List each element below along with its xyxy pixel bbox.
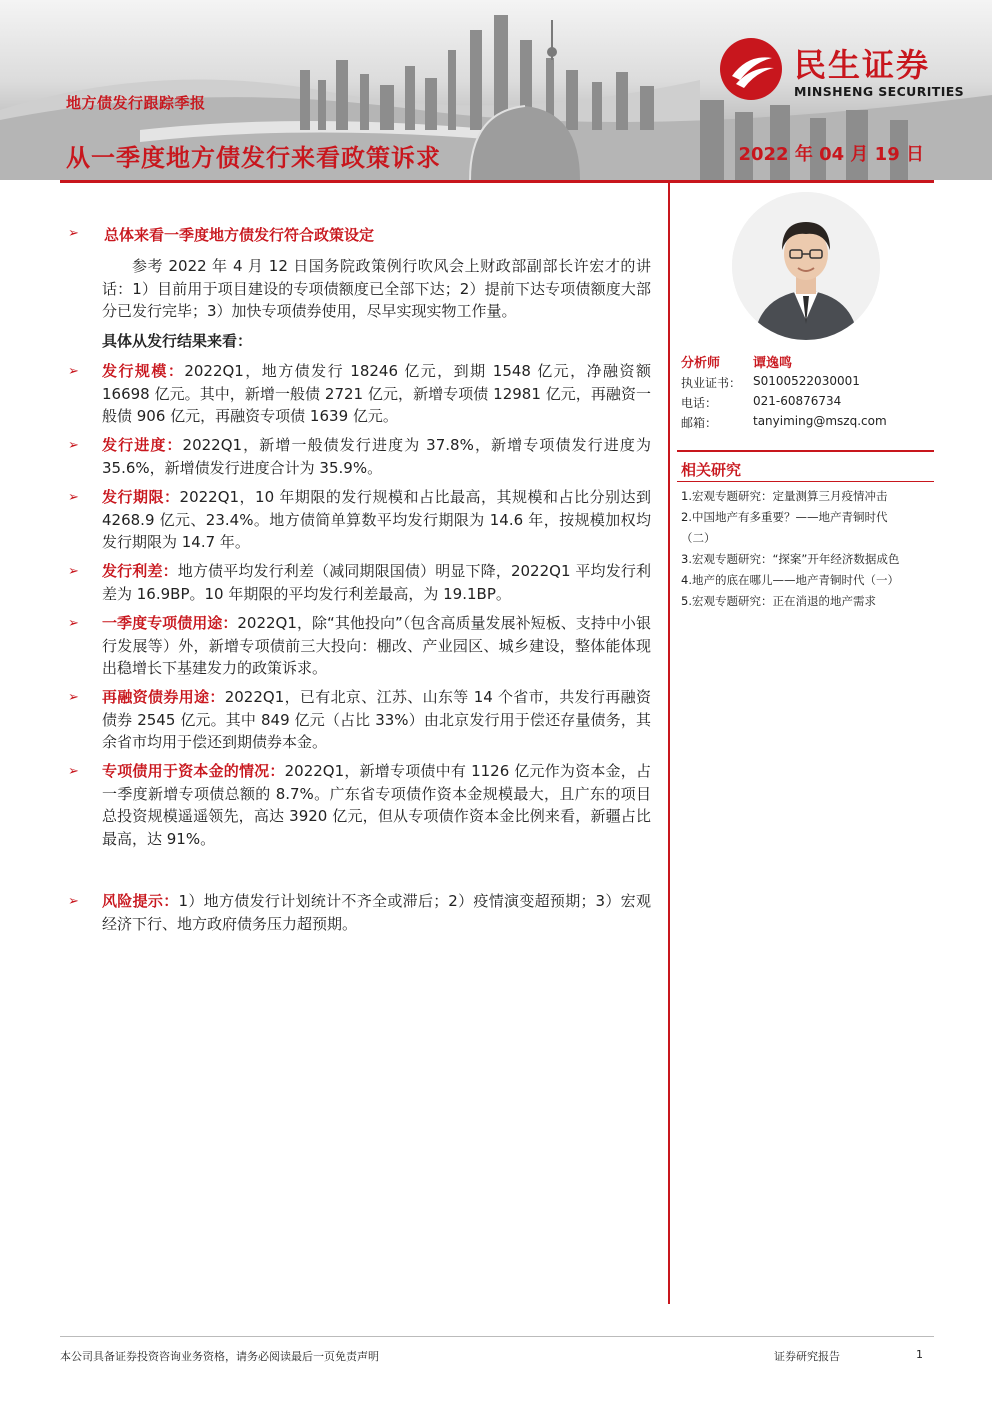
cert-value: S0100522030001 — [753, 374, 860, 388]
item-text: 2022Q1，新增专项债中有 1126 亿元作为资本金，占一季度新增专项债总额的 8.7%。广东省专项债作资本金规模最大，且广东的项目总投资规模遥遥领先，高达 3920 亿元，但从专项债作资本金比例来看，新疆占比最高，达 91%。 — [102, 762, 651, 848]
item-lead: 再融资债券用途： — [102, 688, 225, 706]
item-lead: 发行规模： — [102, 362, 185, 380]
related-research-list — [681, 486, 936, 612]
item-lead: 发行利差： — [102, 562, 178, 580]
email-link[interactable]: tanyiming@mszq.com — [753, 414, 887, 428]
report-date: 2022 年 04 月 19 日 — [738, 144, 924, 165]
email-label: 邮箱： — [681, 416, 718, 430]
risk-lead: 风险提示： — [102, 892, 179, 910]
phone-value: 021-60876734 — [753, 394, 842, 408]
report-type: 地方债发行跟踪季报 — [66, 94, 206, 112]
related-item[interactable]: 4.地产的底在哪儿——地产青铜时代（一） — [681, 573, 899, 587]
related-item[interactable]: （二） — [681, 531, 716, 545]
item-lead: 专项债用于资本金的情况： — [102, 762, 285, 780]
related-item[interactable]: 1.宏观专题研究：定量测算三月疫情冲击 — [681, 489, 888, 503]
summary-heading: 总体来看一季度地方债发行符合政策设定 — [104, 226, 375, 244]
cert-label: 执业证书： — [681, 376, 742, 390]
related-research-title: 相关研究 — [681, 461, 742, 479]
header-divider — [60, 180, 934, 183]
analyst-label: 分析师 — [681, 356, 721, 371]
related-item[interactable]: 2.中国地产有多重要？——地产青铜时代 — [681, 510, 888, 524]
item-text: 2022Q1，已有北京、江苏、山东等 14 个省市，共发行再融资债券 2545 亿元。其中 849 亿元（占比 33%）由北京发行用于偿还存量债务，其余省市均用于偿还到期债券本金。 — [102, 688, 651, 751]
item-text: 2022Q1，新增一般债发行进度为 37.8%，新增专项债发行进度为 35.6%，新增债发行进度合计为 35.9%。 — [102, 436, 651, 477]
item-text: 地方债平均发行利差（减同期限国债）明显下降，2022Q1 平均发行利差为 16.9BP。10 年期限的平均发行利差最高，为 19.1BP。 — [102, 562, 651, 603]
bullet-icon: ➢ — [68, 616, 79, 631]
results-subheading: 具体从发行结果来看： — [102, 332, 253, 350]
item-issuance-scale — [102, 360, 651, 428]
footer-divider — [60, 1336, 934, 1337]
item-lead: 一季度专项债用途： — [102, 614, 238, 632]
item-issuance-term — [102, 486, 651, 554]
item-text: 2022Q1，除“其他投向”（包含高质量发展补短板、支持中小银行发展等）外，新增专项债前三大投向：棚改、产业园区、城乡建设，整体能体现出稳增长下基建发力的政策诉求。 — [102, 614, 651, 677]
bullet-icon: ➢ — [68, 226, 79, 241]
logo-text-en: MINSHENG SECURITIES — [794, 84, 965, 99]
phone-label: 电话： — [681, 396, 718, 410]
bullet-icon: ➢ — [68, 490, 79, 505]
analyst-name: 谭逸鸣 — [753, 356, 793, 371]
bullet-icon: ➢ — [68, 690, 79, 705]
sidebar-divider — [677, 450, 934, 452]
intro-paragraph: 参考 2022 年 4 月 12 日国务院政策例行吹风会上财政部副部长许宏才的讲话：1）目前用于项目建设的专项债额度已全部下达；2）提前下达专项债额度大部分已发行完毕；3）加快专项债券使用，尽早实现实物工作量。 — [102, 257, 651, 320]
item-text: 2022Q1，10 年期限的发行规模和占比最高，其规模和占比分别达到4268.9 亿元、23.4%。地方债简单算数平均发行期限为 14.6 年，按规模加权均发行期限为 14.7 年。 — [102, 488, 651, 551]
item-refinancing-bond-use — [102, 686, 651, 754]
company-logo — [718, 36, 968, 106]
column-divider — [668, 180, 670, 1304]
minsheng-emblem-icon — [718, 36, 784, 102]
page-number: 1 — [916, 1348, 923, 1361]
item-text: 2022Q1，地方债发行 18246 亿元，到期 1548 亿元，净融资额 16698 亿元。其中，新增一般债 2721 亿元，新增专项债 12981 亿元，再融资一般债 906 亿元，再融资专项债 1639 亿元。 — [102, 362, 651, 425]
bullet-icon: ➢ — [68, 764, 79, 779]
analyst-photo — [732, 192, 880, 340]
logo-text-cn: 民生证券 — [794, 46, 931, 84]
footer-disclaimer: 本公司具备证券投资咨询业务资格，请务必阅读最后一页免责声明 — [60, 1350, 379, 1363]
item-issuance-spread — [102, 560, 651, 605]
bullet-icon: ➢ — [68, 894, 79, 909]
footer-doc-type: 证券研究报告 — [774, 1350, 840, 1363]
item-special-bond-capital — [102, 760, 651, 850]
related-research-divider — [677, 481, 934, 482]
bullet-icon: ➢ — [68, 564, 79, 579]
risk-warning — [102, 890, 651, 935]
bullet-icon: ➢ — [68, 364, 79, 379]
related-item[interactable]: 5.宏观专题研究：正在消退的地产需求 — [681, 594, 876, 608]
bullet-icon: ➢ — [68, 438, 79, 453]
analyst-portrait-icon — [732, 192, 880, 340]
page-title: 从一季度地方债发行来看政策诉求 — [66, 144, 441, 172]
related-item[interactable]: 3.宏观专题研究：“探案”开年经济数据成色 — [681, 552, 900, 566]
item-lead: 发行期限： — [102, 488, 180, 506]
item-special-bond-use — [102, 612, 651, 680]
item-lead: 发行进度： — [102, 436, 183, 454]
risk-text: 1）地方债发行计划统计不齐全或滞后；2）疫情演变超预期；3）宏观经济下行、地方政府债务压力超预期。 — [102, 892, 651, 933]
item-issuance-progress — [102, 434, 651, 479]
